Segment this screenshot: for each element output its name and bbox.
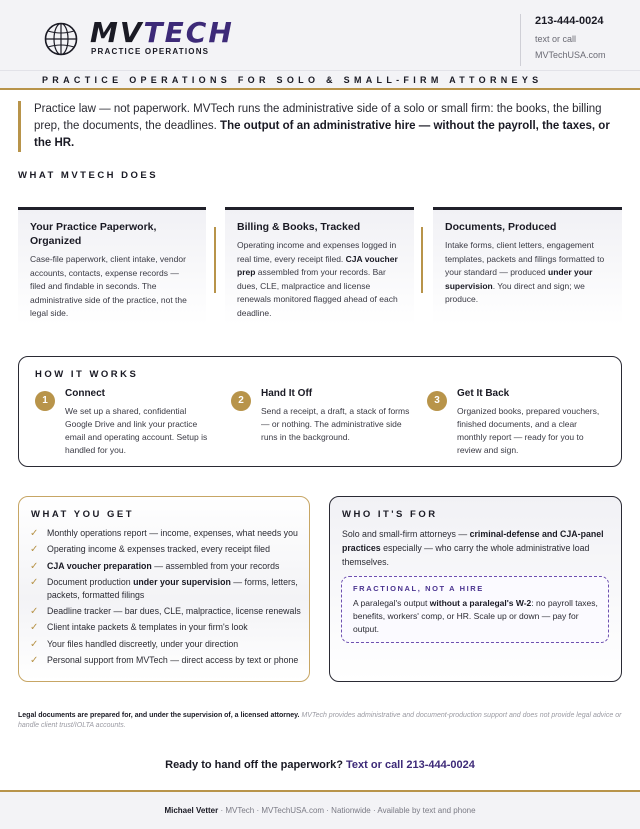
step-title: Get It Back [457,388,510,399]
call-to-action [0,759,640,771]
card-documents [433,207,622,325]
cta-phone-link[interactable]: Text or call 213-444-0024 [346,759,475,771]
list-item-bold: CJA voucher preparation [47,560,152,571]
list-item-text: — assembled from your records [151,560,280,571]
how-section-title: HOW IT WORKS [35,369,139,380]
card-divider [214,227,216,293]
tagline-bar [0,70,640,90]
list-item [30,560,302,573]
intro-text: Practice law — not paperwork. MVTech runs the administrative side of a solo or small firm: the books, the billing prep, the documents, the deadlines. [34,103,602,132]
card-body-text: Intake forms, client letters, engagement templates, packets and filings formatted to your standard — produced [445,240,605,277]
legal-bold: Legal documents are prepared for, and under the supervision of, a licensed attorney. [18,712,300,719]
header [0,0,640,70]
header-website-link[interactable]: MVTechUSA.com [535,50,606,60]
list-item-text: Deadline tracker — bar dues, CLE, malpractice, license renewals [47,606,301,617]
who-body [342,527,612,569]
card-body [445,239,610,307]
fractional-text: A paralegal's output [353,598,430,608]
list-item-text: Client intake packets & templates in your firm's look [47,622,248,633]
brand-subtitle: PRACTICE OPERATIONS [91,47,210,56]
fractional-body [353,597,603,636]
card-divider [421,227,423,293]
card-billing [225,207,414,325]
card-body-bold: CJA voucher prep [237,253,398,277]
step-body: Send a receipt, a draft, a stack of forms — or nothing. The administrative side runs in the background. [261,406,410,442]
list-item-text: Your files handled discreetly, under your direction [47,638,239,649]
card-body-text: assembled from your records. Bar dues, CLE, malpractice and license renewals monitored flagged ahead of each deadline. [237,267,398,318]
step-title: Connect [65,388,105,399]
list-item [30,576,302,602]
brand-tech: TECH [143,16,234,49]
brand-mv: MV [90,16,144,49]
footer-text: · MVTech · MVTechUSA.com · Nationwide · Available by text and phone [218,806,476,815]
check-icon: ✓ [30,528,39,539]
who-body-bold: criminal-defense and CJA-panel practices [342,529,604,553]
card-body-bold: under your supervision [445,267,593,291]
check-icon: ✓ [30,606,39,618]
list-item [30,605,302,618]
list-item [30,621,302,634]
card-body-text: Operating income and expenses logged in real time, every receipt filed. [237,240,397,264]
fractional-bold: without a paralegal's W-2 [429,598,532,608]
check-icon: ✓ [30,544,39,556]
cta-text: Ready to hand off the paperwork? [165,759,347,771]
card-paperwork [18,207,206,325]
text-or-call-label: text or call [535,34,577,44]
list-item-text: Document production [47,576,134,587]
step-body: Organized books, prepared vouchers, finished documents, and a clear monthly report — ready for you to review and sign. [457,406,600,455]
who-body-text: Solo and small-firm attorneys — [342,529,470,539]
footer-name: Michael Vetter [164,806,219,815]
brand-logo [90,17,234,49]
tagline: PRACTICE OPERATIONS FOR SOLO & SMALL-FIRM ATTORNEYS [42,75,543,85]
list-item-text: Operating income & expenses tracked, every receipt filed [47,544,270,555]
step-number-badge: 1 [35,391,55,411]
list-item [30,654,302,667]
list-item [30,543,302,556]
card-title: Your Practice Paperwork, Organized [30,221,157,247]
contact-box [520,14,630,66]
list-item [30,638,302,651]
step-number-badge: 2 [231,391,251,411]
list-item [30,527,302,540]
list-item-text: Personal support from MVTech — direct access by text or phone [47,655,299,666]
legal-disclaimer [18,711,622,731]
globe-icon [44,22,78,56]
card-body: Case-file paperwork, client intake, vendor accounts, contacts, expense records — filed and findable in seconds. The administrative side of the practice, not the legal side. [30,254,187,318]
check-icon: ✓ [30,622,39,634]
check-icon: ✓ [30,560,39,572]
who-body-text: especially — who carry the whole administrative load themselves. [342,543,590,567]
check-icon: ✓ [30,655,39,667]
step-number-badge: 3 [427,391,447,411]
card-title: Documents, Produced [445,221,557,233]
card-body [237,239,402,320]
step-title: Hand It Off [261,388,313,399]
step-body: We set up a shared, confidential Google Drive and link your practice email and operating account. Setup is handled for you. [65,406,208,455]
card-title: Billing & Books, Tracked [237,221,361,233]
card-body-text: . You direct and sign; we produce. [445,280,585,304]
what-section-title: WHAT MVTECH DOES [18,170,159,181]
list-item-bold: under your supervision [133,576,231,587]
get-section-title: WHAT YOU GET [31,509,135,520]
check-icon: ✓ [30,576,39,588]
footer [0,790,640,829]
intro-paragraph [18,101,626,152]
intro-bold: The output of an administrative hire — without the payroll, the taxes, or the HR. [34,120,610,149]
check-icon: ✓ [30,638,39,650]
header-phone[interactable]: 213-444-0024 [535,15,604,27]
benefits-list [30,527,302,670]
list-item-text: — forms, letters, packets, formatted filings [47,576,298,600]
who-section-title: WHO IT'S FOR [342,509,438,520]
list-item-text: Monthly operations report — income, expenses, what needs you [47,528,298,538]
fractional-text: : no payroll taxes, benefits, workers' comp, or HR. Scale up or down — pay for output. [353,598,598,634]
legal-italic: MVTech provides administrative and document-production support and does not provide legal advice or handle client trust/IOLTA accounts. [18,712,622,729]
fractional-title: FRACTIONAL, NOT A HIRE [353,584,484,593]
